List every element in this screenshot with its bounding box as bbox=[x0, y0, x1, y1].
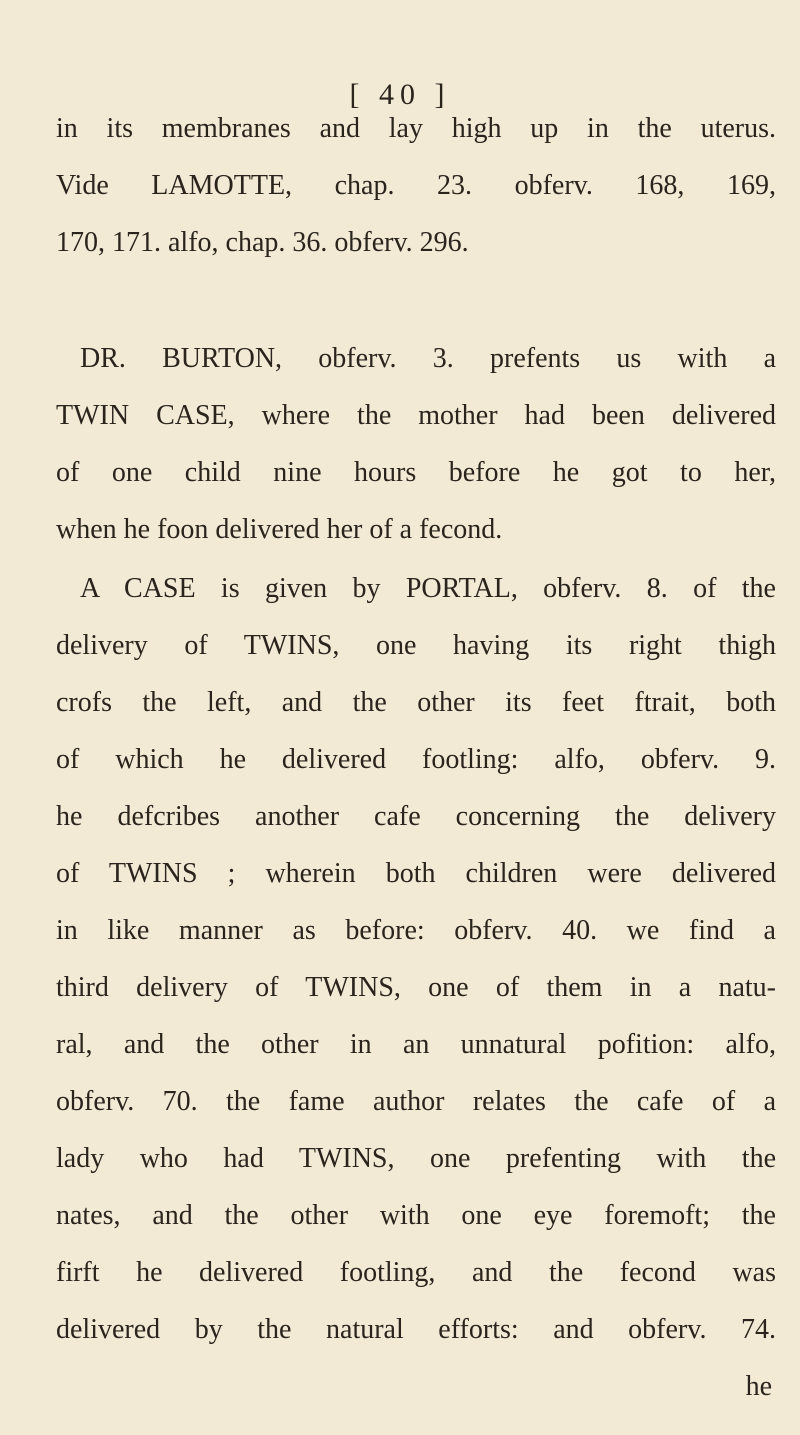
text-line: in like manner as before: obferv. 40. we find a bbox=[56, 915, 776, 946]
catchword: he bbox=[745, 1371, 772, 1402]
paragraph-1 bbox=[56, 100, 776, 271]
text-line: lady who had TWINS, one prefenting with the bbox=[56, 1143, 776, 1174]
text-line: he defcribes another cafe concerning the delivery bbox=[56, 801, 776, 832]
text-line: delivered by the natural efforts: and obferv. 74. bbox=[56, 1314, 776, 1345]
paragraph-3 bbox=[56, 560, 776, 1415]
text-line: DR. BURTON, obferv. 3. prefents us with a bbox=[80, 343, 776, 374]
text-line: third delivery of TWINS, one of them in a natu- bbox=[56, 972, 776, 1003]
text-line: delivery of TWINS, one having its right thigh bbox=[56, 630, 776, 661]
paragraph-2 bbox=[56, 330, 776, 558]
text-line: of TWINS ; wherein both children were delivered bbox=[56, 858, 776, 889]
text-line: nates, and the other with one eye foremoft; the bbox=[56, 1200, 776, 1231]
text-line: firft he delivered footling, and the fecond was bbox=[56, 1257, 776, 1288]
text-line: obferv. 70. the fame author relates the cafe of a bbox=[56, 1086, 776, 1117]
text-line: ral, and the other in an unnatural pofition: alfo, bbox=[56, 1029, 776, 1060]
text-line: crofs the left, and the other its feet ftrait, both bbox=[56, 687, 776, 718]
text-line: A CASE is given by PORTAL, obferv. 8. of the bbox=[80, 573, 776, 604]
text-line: when he foon delivered her of a fecond. bbox=[56, 514, 503, 545]
text-line: 170, 171. alfo, chap. 36. obferv. 296. bbox=[56, 227, 469, 258]
page-number: [ 40 ] bbox=[349, 78, 451, 111]
text-line: Vide LAMOTTE, chap. 23. obferv. 168, 169, bbox=[56, 170, 776, 201]
text-line: TWIN CASE, where the mother had been delivered bbox=[56, 400, 776, 431]
text-line: in its membranes and lay high up in the uterus. bbox=[56, 113, 776, 144]
text-line: of one child nine hours before he got to her, bbox=[56, 457, 776, 488]
text-line: of which he delivered footling: alfo, obferv. 9. bbox=[56, 744, 776, 775]
